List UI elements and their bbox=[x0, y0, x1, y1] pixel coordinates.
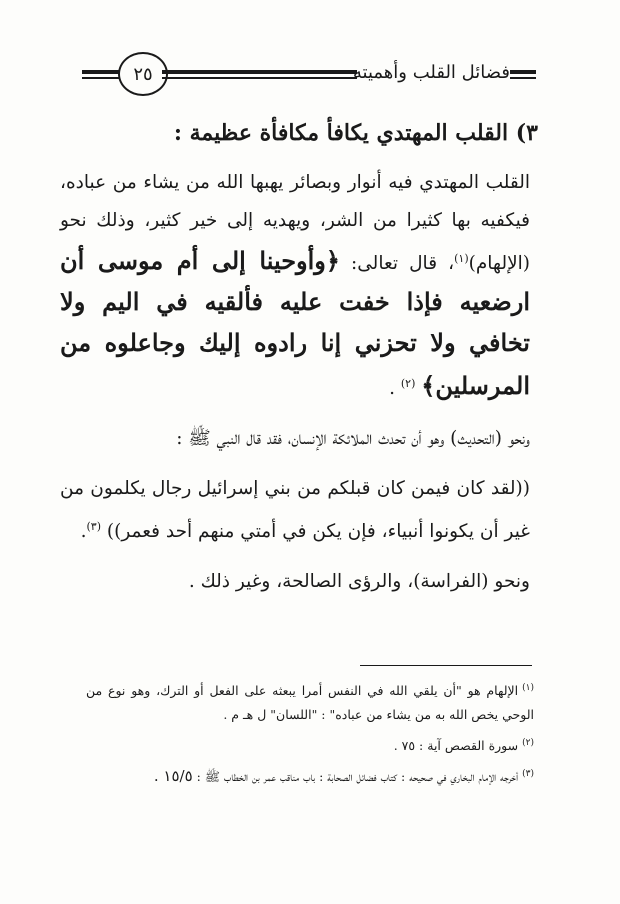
header-rule-right-thin bbox=[510, 77, 536, 79]
paragraph-end: . bbox=[80, 521, 87, 543]
footnote-text: سورة القصص آية : ٧٥ . bbox=[393, 738, 519, 754]
header-rule-left bbox=[82, 70, 120, 74]
paragraph-guided-heart bbox=[60, 164, 560, 408]
main-text bbox=[60, 120, 560, 601]
footnote-ref-2: (٢) bbox=[400, 377, 416, 391]
page-header bbox=[82, 50, 552, 100]
paragraph-firasa: ونحو (الفراسة)، والرؤى الصالحة، وغير ذلك . bbox=[188, 571, 530, 593]
footnote-text: الإلهام هو "أن يلقي الله في النفس أمرا يبعثه على الفعل أو الترك، وهو نوع من الوحي يخص الله به من يشاء من عباده" : "اللسان" ل هـ م . bbox=[86, 683, 534, 723]
footnote-separator bbox=[360, 665, 532, 666]
footnote-reference: ١٥/٥ . bbox=[153, 767, 193, 786]
footnotes bbox=[86, 676, 534, 793]
paragraph-tahdith: ونحو (التحديث) وهو أن تحدث الملائكة الإنسان، فقد قال النبي ﷺ : bbox=[176, 428, 530, 450]
quran-verse: ﴿وأوحينا إلى أم موسى أن ارضعيه فإذا خفت عليه فألقيه في اليم ولا تخافي ولا تحزني إنا رادوه إليك وجاعلوه من المرسلين﴾ bbox=[60, 246, 530, 401]
page-number: ٢٥ bbox=[118, 52, 168, 96]
hadith-text: ((لقد كان فيمن كان قبلكم من بني إسرائيل رجال يكلمون من غير أن يكونوا أنبياء، فإن يكن في أمتي منهم أحد فعمر)) bbox=[60, 478, 530, 543]
footnote-ref-1: (١) bbox=[454, 252, 469, 265]
footnote-number: (٣) bbox=[522, 769, 534, 780]
footnote-number: (١) bbox=[522, 683, 534, 693]
header-rule-middle-thin bbox=[162, 77, 357, 79]
footnote-ref-3: (٣) bbox=[86, 520, 102, 534]
footnote-1 bbox=[86, 676, 534, 727]
section-heading: ٣) القلب المهتدي يكافأ مكافأة عظيمة : bbox=[173, 120, 538, 146]
footnote-2 bbox=[86, 731, 534, 758]
footnote-number: (٢) bbox=[522, 738, 534, 749]
running-title: فضائل القلب وأهميته bbox=[352, 62, 510, 83]
paragraph-hadith bbox=[60, 470, 560, 551]
paragraph-text: ، قال تعالى: bbox=[339, 253, 455, 275]
header-rule-left-thin bbox=[82, 77, 120, 79]
paragraph-end: . bbox=[389, 378, 401, 400]
footnote-text: أخرجه الإمام البخاري في صحيحه : كتاب فضائل الصحابة : باب مناقب عمر بن الخطاب ﷺ : bbox=[192, 769, 519, 785]
header-rule-right bbox=[510, 70, 536, 74]
footnote-3 bbox=[86, 762, 534, 789]
paragraph-text: القلب المهتدي فيه أنوار وبصائر يهبها الله من يشاء من عباده، فيكفيه بها كثيرا من الشر، ويهديه إلى خير كثير، وذلك نحو (الإلهام) bbox=[60, 172, 530, 275]
header-rule-middle bbox=[162, 70, 357, 74]
